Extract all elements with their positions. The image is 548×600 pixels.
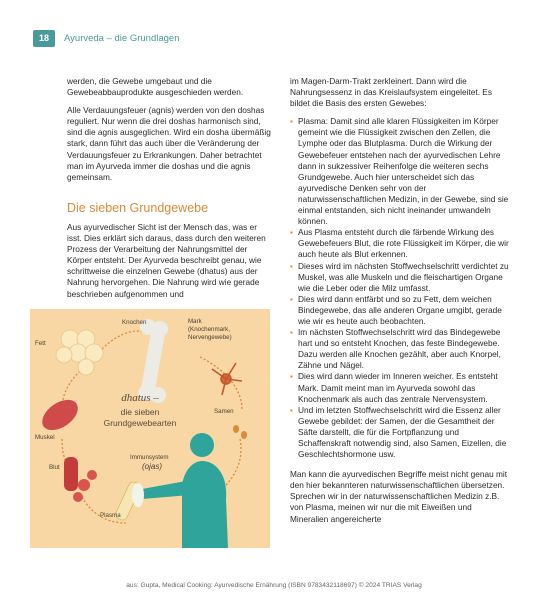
label-mark-sub: (Knochenmark,	[188, 326, 230, 333]
label-knochen: Knochen	[122, 319, 147, 326]
immune-glow-icon	[132, 483, 144, 507]
list-item: ▪ Plasma: Damit sind alle klaren Flüssigkeiten im Körper gemeint wie die Flüssigkeit zwischen den Zellen, die Lymphe oder das Blutplasma. Durch die Wirkung der Gewebefeuer entstehen nach der ayurvedischen Lehre dann in sukzessiver Reihenfolge die weiteren sechs Grundgewebe. Auch hier unterscheidet sich das ayurvedische Denken sehr von der naturwissenschaftlichen Medizin, in der Gewebe, sind sie einmal entstanden, sich nicht ineinander umwandeln können.	[290, 116, 512, 227]
dhatus-diagram	[30, 309, 270, 548]
label-samen: Samen	[214, 408, 234, 415]
footer-credit: aus: Gupta, Medical Cooking: Ayurvedische Ernährung (ISBN 9783432118697) © 2024 TRIAS Verlag	[126, 582, 422, 589]
label-mark: Mark	[188, 318, 202, 325]
list-item: ▪ Und im letzten Stoffwechselschritt wird die Essenz aller Gewebe gebildet: der Samen, der die Gesamtheit der Säfte darstellt, die für die Fortpflanzung und Schaffenskraft notwendig sind, also Samen, Eizellen, die Geschlechtshormone usw.	[290, 405, 512, 460]
label-fett: Fett	[35, 340, 46, 347]
paragraph: Aus ayurvedischer Sicht ist der Mensch das, was er isst. Dies erklärt sich daraus, dass durch den weiteren Prozess der Verarbeitung der Nahrungsmittel der Körper entsteht. Der Ayurveda beschreibt genau, wie schrittweise die einzelnen Gewebe (dhatus) aus der Nahrung hervorgehen. Die Nahrung wird wie gerade beschrieben aufgenommen und	[67, 221, 266, 299]
left-column	[67, 76, 272, 300]
paragraph: Alle Verdauungsfeuer (agnis) werden von den doshas reguliert. Nur wenn die drei doshas harmonisch sind, sind die agnis ausgeglichen. Wird ein dosha übermäßig stark, dann führt das auch über die Veränderung der Verdauungsfeuer zu Erkrankungen. Daher betrachtet man im Ayurveda immer die doshas und die agnis gemeinsam.	[67, 105, 271, 182]
paragraph: werden, die Gewebe umgebaut und die Gewebeabbauprodukte ausgeschieden werden.	[67, 76, 244, 98]
dhatus-illustration	[30, 309, 270, 548]
list-item: ▪ Dies wird dann wieder im Inneren weicher. Es entsteht Mark. Damit meint man im Ayurveda sowohl das Knochenmark als auch das zentrale Nervensystem.	[290, 371, 512, 404]
list-item: ▪ Dieses wird im nächsten Stoffwechselschritt verdichtet zu Muskel, was alle Muskeln und die fleischartigen Organe wie die Leber oder die Milz umfasst.	[290, 261, 512, 294]
list-item: ▪ Aus Plasma entsteht durch die färbende Wirkung des Gewebefeuers Blut, die rote Flüssigkeit im Körper, die wir auch heute als Blut erkennen.	[290, 227, 512, 260]
page-header	[0, 0, 548, 48]
list-item: ▪ Dies wird dann entfärbt und so zu Fett, dem weichen Bindegewebe, das alle anderen Organe umgibt, gerade wie wir es heute auch beobachten.	[290, 294, 512, 327]
paragraph: Man kann die ayurvedischen Begriffe meist nicht genau mit den hier bekannteren naturwissenschaftlichen übersetzen. Sprechen wir in der naturwissenschaftlichen Medizin z.B. von Plasma, meinen wir nur die mit Eiweißen und Mineralien angereicherte	[290, 469, 508, 524]
page-number: 18	[33, 30, 55, 47]
label-muskel: Muskel	[35, 434, 55, 441]
dhatu-list	[290, 116, 512, 460]
section-title: Die sieben Grundgewebe	[67, 200, 209, 215]
label-plasma: Plasma	[100, 512, 121, 519]
label-ojas: (ojas)	[142, 462, 163, 471]
center-subtitle: Grundgewebearten	[103, 418, 177, 428]
paragraph: im Magen-Darm-Trakt zerkleinert. Dann wird die Nahrungsessenz in das Kreislaufsystem eingeleitet. Es bildet die Basis des ersten Gewebes:	[290, 76, 492, 109]
label-blut: Blut	[49, 464, 60, 471]
right-column	[290, 76, 512, 525]
label-mark-sub: Nervengewebe)	[188, 334, 232, 341]
center-subtitle: die sieben	[120, 407, 160, 417]
label-immunsystem: Immunsystem	[130, 454, 169, 461]
list-item: ▪ Im nächsten Stoffwechselschritt wird das Bindegewebe hart und so entsteht Knochen, das feste Bindegewebe. Dazu werden alle Knochen gezählt, aber auch Knorpel, Zähne und Nägel.	[290, 327, 512, 371]
center-title: dhatus –	[121, 392, 159, 404]
running-title: Ayurveda – die Grundlagen	[64, 33, 180, 44]
